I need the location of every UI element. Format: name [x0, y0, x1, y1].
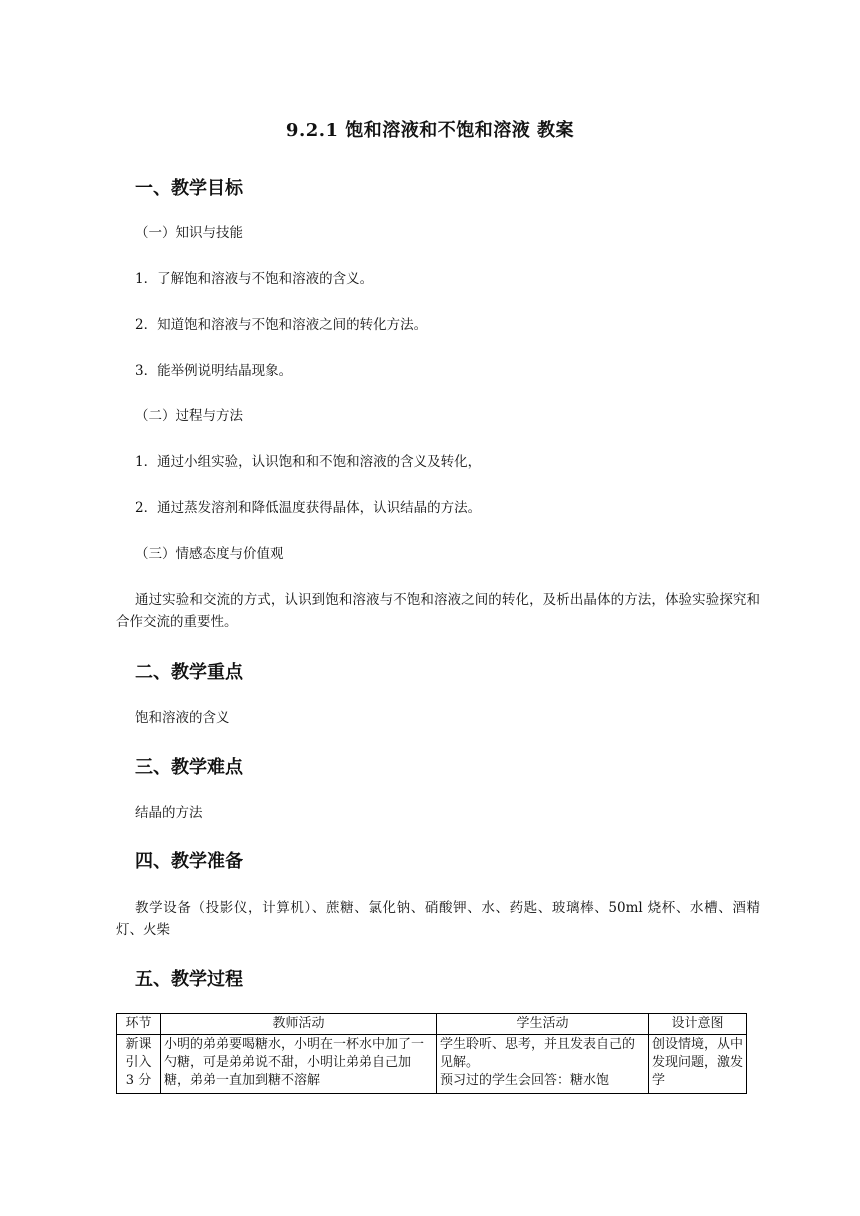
student-activity: [440, 1036, 645, 1090]
table-header-row: [117, 1014, 747, 1035]
preparation-paragraph: 教学设备（投影仪，计算机）、蔗糖、氯化钠、硝酸钾、水、药匙、玻璃棒、50ml 烧杯、水槽、酒精灯、火柴: [116, 900, 760, 938]
heading-difficulties: 三、教学难点: [135, 757, 243, 778]
knowledge-item-1: 1．了解饱和溶液与不饱和溶液的含义。: [135, 271, 374, 287]
header-stage: 环节: [117, 1014, 161, 1035]
cell-intent: [649, 1035, 747, 1094]
cell-student: [437, 1035, 649, 1094]
header-student: 学生活动: [437, 1014, 649, 1035]
stage-text: 新课引入 3 分: [125, 1037, 152, 1088]
cell-teacher: [161, 1035, 437, 1094]
knowledge-item-3: 3．能举例说明结晶现象。: [135, 363, 293, 379]
cell-stage: [117, 1035, 161, 1094]
knowledge-item-2: 2．知道饱和溶液与不饱和溶液之间的转化方法。: [135, 317, 428, 333]
subheading-knowledge: （一）知识与技能: [135, 225, 243, 241]
difficulties-text: 结晶的方法: [135, 805, 203, 821]
process-item-2: 2．通过蒸发溶剂和降低温度获得晶体，认识结晶的方法。: [135, 500, 482, 516]
heading-process: 五、教学过程: [135, 969, 243, 990]
heading-key-points: 二、教学重点: [135, 662, 243, 683]
teacher-activity-text: 小明的弟弟要喝糖水，小明在一杯水中加了一勺糖，可是弟弟说不甜，小明让弟弟自己加糖，弟弟一直加到糖不溶解: [164, 1037, 425, 1088]
emotion-paragraph: 通过实验和交流的方式，认识到饱和溶液与不饱和溶液之间的转化，及析出晶体的方法，体验实验探究和合作交流的重要性。: [116, 592, 760, 630]
header-teacher: 教师活动: [161, 1014, 437, 1035]
document-title: 9.2.1 饱和溶液和不饱和溶液 教案: [285, 120, 575, 141]
subheading-process: （二）过程与方法: [135, 408, 243, 424]
student-activity-line-1: 学生聆听、思考，并且发表自己的见解。: [440, 1037, 636, 1070]
process-table: [116, 1013, 747, 1094]
process-item-1: 1．通过小组实验，认识饱和和不饱和溶液的含义及转化，: [135, 454, 482, 470]
design-intent-text: 创设情境，从中发现问题，激发学: [652, 1037, 743, 1088]
table-row: [117, 1035, 747, 1094]
heading-objectives: 一、教学目标: [135, 178, 243, 199]
header-intent: 设计意图: [649, 1014, 747, 1035]
key-points-text: 饱和溶液的含义: [135, 710, 230, 726]
student-activity-line-2: 预习过的学生会回答：糖水饱: [440, 1073, 610, 1088]
heading-preparation: 四、教学准备: [135, 851, 243, 872]
subheading-emotion: （三）情感态度与价值观: [135, 546, 284, 562]
